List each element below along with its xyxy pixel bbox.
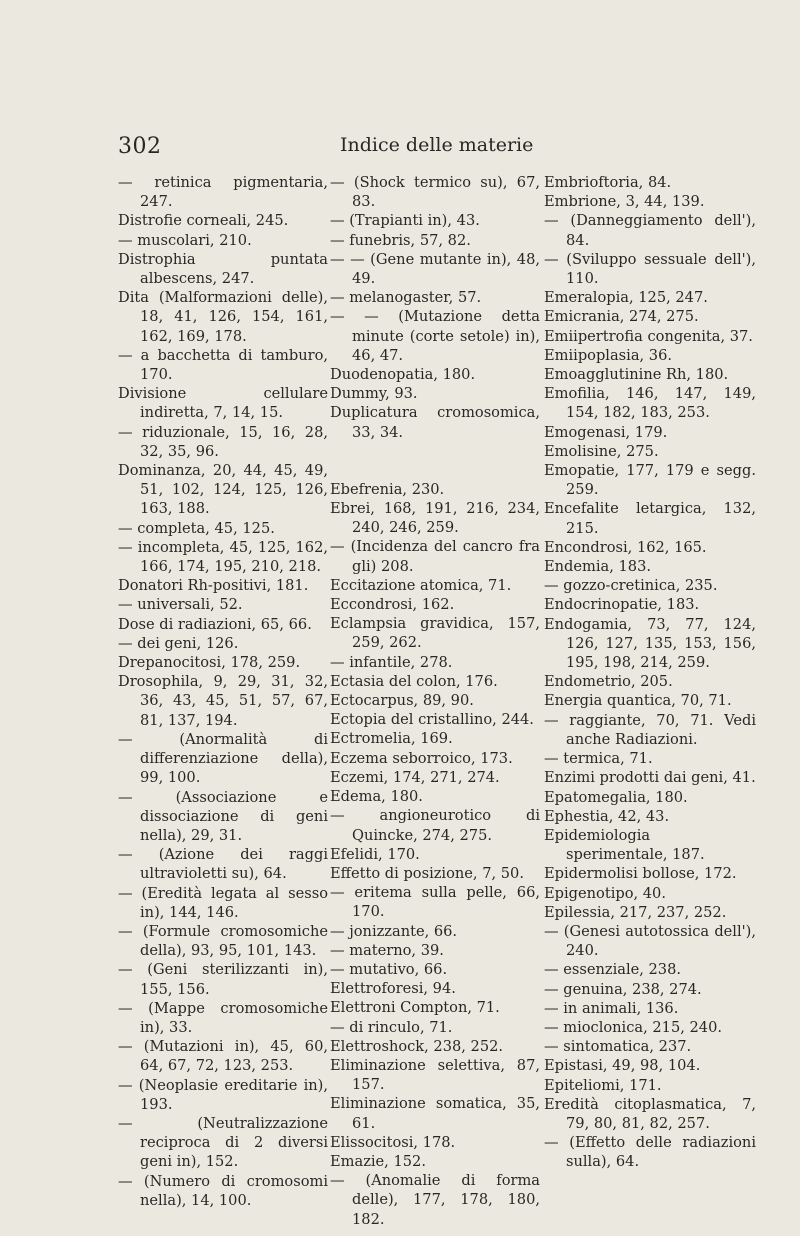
index-entry: — — (Mutazione detta minute (corte setole) in), 46, 47. xyxy=(330,308,540,364)
index-entry: Duplicatura cromosomica, 33, 34. xyxy=(330,404,540,441)
index-column-2 xyxy=(330,173,540,1229)
index-entry: Endometrio, 205. xyxy=(544,673,673,691)
index-entry: Eczemi, 174, 271, 274. xyxy=(330,768,500,786)
index-entry: Epatomegalia, 180. xyxy=(544,788,688,806)
index-entry: Endemia, 183. xyxy=(544,558,652,576)
index-entry: — genuina, 238, 274. xyxy=(544,980,702,998)
index-entry: Ectopia del cristallino, 244. xyxy=(330,711,534,729)
index-entry: Eccitazione atomica, 71. xyxy=(330,576,512,594)
index-column-3 xyxy=(544,173,756,1172)
index-entry: Divisione cellulare indiretta, 7, 14, 15. xyxy=(118,385,328,422)
index-group-d xyxy=(330,173,540,442)
index-entry: Elettroni Compton, 71. xyxy=(330,999,500,1017)
index-entry: — riduzionale, 15, 16, 28, 32, 35, 96. xyxy=(118,423,328,460)
index-entry: Energia quantica, 70, 71. xyxy=(544,692,732,710)
index-entry: Elettroshock, 238, 252. xyxy=(330,1037,504,1055)
index-entry: — — (Gene mutante in), 48, 49. xyxy=(330,250,540,288)
index-entry: — infantile, 278. xyxy=(330,653,453,671)
index-entry: — essenziale, 238. xyxy=(544,961,682,979)
index-entry: — (Geni sterilizzanti in), 155, 156. xyxy=(118,961,328,998)
index-entry: Emiipertrofia congenita, 37. xyxy=(544,327,753,345)
index-entry: — raggiante, 70, 71. Vedi anche Radiazioni. xyxy=(544,711,756,748)
index-entry: Emazie, 152. xyxy=(330,1152,426,1170)
index-entry: Emeralopia, 125, 247. xyxy=(544,289,708,307)
index-entry: Epilessia, 217, 237, 252. xyxy=(544,903,727,921)
index-entry: Embrioftoria, 84. xyxy=(544,174,672,191)
index-entry: — (Eredità legata al sesso in), 144, 146. xyxy=(118,884,328,921)
index-group-e xyxy=(330,480,540,1229)
index-entry: — sintomatica, 237. xyxy=(544,1038,692,1056)
index-entry: Distrophia puntata albescens, 247. xyxy=(118,250,328,288)
index-entry: Ectasia del colon, 176. xyxy=(330,672,498,690)
index-entry: — (Danneggiamento dell'), 84. xyxy=(544,212,756,249)
index-entry: — (Formule cromosomiche della), 93, 95, 101, 143. xyxy=(118,922,328,960)
index-entry: — (Effetto delle radiazioni sulla), 64. xyxy=(544,1134,756,1171)
index-entry: — gozzo-cretinica, 235. xyxy=(544,577,718,595)
index-entry: — (Numero di cromosomi nella), 14, 100. xyxy=(118,1172,328,1209)
index-entry: Dominanza, 20, 44, 45, 49, 51, 102, 124, 125, 126, 163, 188. xyxy=(118,462,328,518)
letter-gap xyxy=(330,442,540,480)
index-entry: Epidemiologia sperimentale, 187. xyxy=(544,826,705,864)
index-entry: Epiteliomi, 171. xyxy=(544,1076,662,1094)
index-entry: — mioclonica, 215, 240. xyxy=(544,1018,722,1036)
index-entry: Drepanocitosi, 178, 259. xyxy=(118,654,301,672)
index-entry: Epigenotipo, 40. xyxy=(544,884,666,902)
index-column-1 xyxy=(118,173,328,1210)
index-entry: — dei geni, 126. xyxy=(118,634,239,652)
page-number: 302 xyxy=(118,134,162,159)
index-entry: Duodenopatia, 180. xyxy=(330,366,476,384)
index-entry: Donatori Rh-positivi, 181. xyxy=(118,577,309,595)
index-entry: — (Neoplasie ereditarie in), 193. xyxy=(118,1076,328,1113)
index-entry: Dita (Malformazioni delle), 18, 41, 126, 154, 161, 162, 169, 178. xyxy=(118,289,328,345)
index-entry: Encondrosi, 162, 165. xyxy=(544,538,707,556)
index-entry: Epidermolisi bollose, 172. xyxy=(544,865,737,883)
index-entry: — in animali, 136. xyxy=(544,999,679,1017)
index-entry: Effetto di posizione, 7, 50. xyxy=(330,864,524,882)
index-entry: — incompleta, 45, 125, 162, 166, 174, 195, 210, 218. xyxy=(118,538,328,576)
index-entry: — (Genesi autotossica dell'), 240. xyxy=(544,922,756,960)
index-entry: Epistasi, 49, 98, 104. xyxy=(544,1057,701,1075)
index-entry: — retinica pigmentaria, 247. xyxy=(118,174,328,211)
index-entry: Ectromelia, 169. xyxy=(330,730,453,748)
index-entry: Dose di radiazioni, 65, 66. xyxy=(118,615,312,633)
index-entry: — eritema sulla pelle, 66, 170. xyxy=(330,884,540,921)
index-entry: Emiipoplasia, 36. xyxy=(544,346,673,364)
index-entry: Eclampsia gravidica, 157, 259, 262. xyxy=(330,615,540,652)
index-entry: — (Associazione e dissociazione di geni nella), 29, 31. xyxy=(118,788,328,844)
index-entry: Ebrei, 168, 191, 216, 234, 240, 246, 259. xyxy=(330,500,540,537)
index-entry: Elettroforesi, 94. xyxy=(330,980,456,998)
index-entry: — (Neutralizzazione reciproca di 2 diversi geni in), 152. xyxy=(118,1114,328,1171)
index-entry: — (Mappe cromosomiche in), 33. xyxy=(118,999,328,1036)
index-entry: — termica, 71. xyxy=(544,750,653,768)
index-entry: — di rinculo, 71. xyxy=(330,1018,453,1036)
index-entry: Ephestia, 42, 43. xyxy=(544,807,670,825)
page-header xyxy=(0,134,800,164)
index-entry: Encefalite letargica, 132, 215. xyxy=(544,500,756,537)
index-entry: — universali, 52. xyxy=(118,596,243,614)
index-entry: — melanogaster, 57. xyxy=(330,289,482,307)
index-entry: Eccondrosi, 162. xyxy=(330,596,455,614)
index-entry: — a bacchetta di tamburo, 170. xyxy=(118,346,328,384)
index-entry: Emoagglutinine Rh, 180. xyxy=(544,366,729,384)
index-entry: Enzimi prodotti dai geni, 41. xyxy=(544,769,756,787)
running-title: Indice delle materie xyxy=(340,134,534,156)
index-entry: — (Mutazioni in), 45, 60, 64, 67, 72, 123, 253. xyxy=(118,1038,328,1075)
index-entry: — completa, 45, 125. xyxy=(118,519,275,537)
index-entry: Efelidi, 170. xyxy=(330,845,420,863)
index-entry: — (Anormalità di differenziazione della), 99, 100. xyxy=(118,730,328,787)
index-entry: Eredità citoplasmatica, 7, 79, 80, 81, 82, 257. xyxy=(544,1095,756,1132)
index-entry: — (Anomalie di forma delle), 177, 178, 180, 182. xyxy=(330,1172,540,1228)
index-entry: Eliminazione somatica, 35, 61. xyxy=(330,1095,540,1132)
index-entry: Drosophila, 9, 29, 31, 32, 36, 43, 45, 51, 57, 67, 81, 137, 194. xyxy=(118,673,328,729)
index-entry: Edema, 180. xyxy=(330,788,423,806)
index-entry: Endogamia, 73, 77, 124, 126, 127, 135, 153, 156, 195, 198, 214, 259. xyxy=(544,615,756,672)
index-entry: — (Azione dei raggi ultravioletti su), 64. xyxy=(118,846,328,883)
index-entry: — (Incidenza del cancro fra gli) 208. xyxy=(330,538,540,575)
index-entry: — muscolari, 210. xyxy=(118,231,252,249)
index-entry: Eczema seborroico, 173. xyxy=(330,749,513,767)
index-entry: — materno, 39. xyxy=(330,941,444,959)
index-entry: Distrofie corneali, 245. xyxy=(118,212,289,230)
index-entry: Eliminazione selettiva, 87, 157. xyxy=(330,1056,540,1094)
index-entry: — mutativo, 66. xyxy=(330,960,448,978)
index-entry: Emofilia, 146, 147, 149, 154, 182, 183, 253. xyxy=(544,385,756,422)
index-entry: — (Trapianti in), 43. xyxy=(330,212,480,230)
index-entry: Emicrania, 274, 275. xyxy=(544,308,699,326)
index-entry: Dummy, 93. xyxy=(330,385,418,403)
index-entry: — (Shock termico su), 67, 83. xyxy=(330,174,540,211)
index-entry: Emolisine, 275. xyxy=(544,442,659,460)
index-entry: — (Sviluppo sessuale dell'), 110. xyxy=(544,250,756,288)
index-entry: Elissocitosi, 178. xyxy=(330,1133,456,1151)
index-entry: — funebris, 57, 82. xyxy=(330,231,471,249)
index-entry: Emopatie, 177, 179 e segg. 259. xyxy=(544,462,756,499)
index-entry: — jonizzante, 66. xyxy=(330,922,458,940)
index-entry: — angioneurotico di Quincke, 274, 275. xyxy=(330,807,540,844)
index-entry: Ectocarpus, 89, 90. xyxy=(330,692,474,710)
index-entry: Emogenasi, 179. xyxy=(544,423,668,441)
index-entry: Embrione, 3, 44, 139. xyxy=(544,193,705,211)
index-entry: Endocrinopatie, 183. xyxy=(544,596,700,614)
index-entry: Ebefrenia, 230. xyxy=(330,480,445,498)
